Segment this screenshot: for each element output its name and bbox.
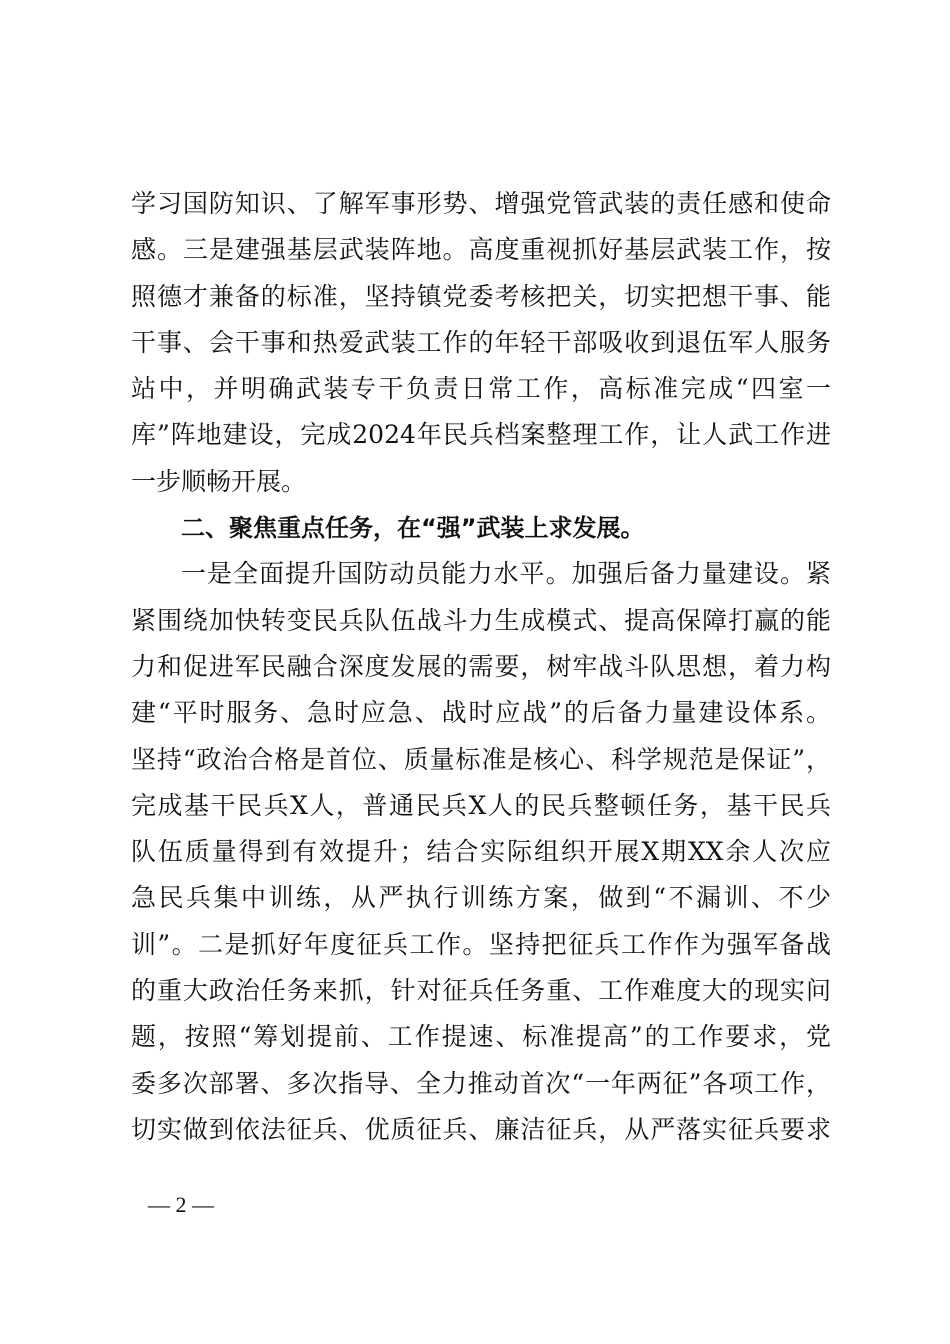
text-line: 的重大政治任务来抓，针对征兵任务重、工作难度大的现实问 [131,976,831,1006]
text-line: 切实做到依法征兵、优质征兵、廉洁征兵，从严落实征兵要求 [131,1114,831,1144]
text-line: 队伍质量得到有效提升；结合实际组织开展X期XX余人次应 [131,837,831,867]
section-heading: 二、聚焦重点任务，在“强”武装上求发展。 [181,514,645,543]
text-line: 站中，并明确武装专干负责日常工作，高标准完成“四室一 [131,374,831,404]
text-line: 建“平时服务、急时应急、战时应战”的后备力量建设体系。 [131,698,831,728]
text-line: 力和促进军民融合深度发展的需要，树牢战斗队思想，着力构 [131,651,831,681]
text-line: 照德才兼备的标准，坚持镇党委考核把关，切实把想干事、能 [131,281,831,311]
text-line: 学习国防知识、了解军事形势、增强党管武装的责任感和使命 [131,189,831,218]
text-line: 训”。二是抓好年度征兵工作。坚持把征兵工作作为强军备战 [131,929,831,959]
text-line: 急民兵集中训练，从严执行训练方案，做到“不漏训、不少 [131,883,831,913]
body-text [131,181,831,1153]
page-number: — 2 — [148,1192,214,1217]
text-line: 感。三是建强基层武装阵地。高度重视抓好基层武装工作，按 [131,235,831,265]
text-line: 一步顺畅开展。 [131,466,307,496]
text-line: 坚持“政治合格是首位、质量标准是核心、科学规范是保证”， [131,744,831,774]
text-line: 库”阵地建设，完成2024年民兵档案整理工作，让人武工作进 [131,420,831,450]
text-line: 干事、会干事和热爱武装工作的年轻干部吸收到退伍军人服务 [131,327,831,357]
text-line: 委多次部署、多次指导、全力推动首次“一年两征”各项工作， [131,1068,831,1098]
text-line: 紧围绕加快转变民兵队伍战斗力生成模式、提高保障打赢的能 [131,605,831,635]
text-line: 题，按照“筹划提前、工作提速、标准提高”的工作要求，党 [131,1022,831,1052]
text-line: 一是全面提升国防动员能力水平。加强后备力量建设。紧 [181,559,831,589]
text-line: 完成基干民兵X人，普通民兵X人的民兵整顿任务，基干民兵 [131,790,831,820]
